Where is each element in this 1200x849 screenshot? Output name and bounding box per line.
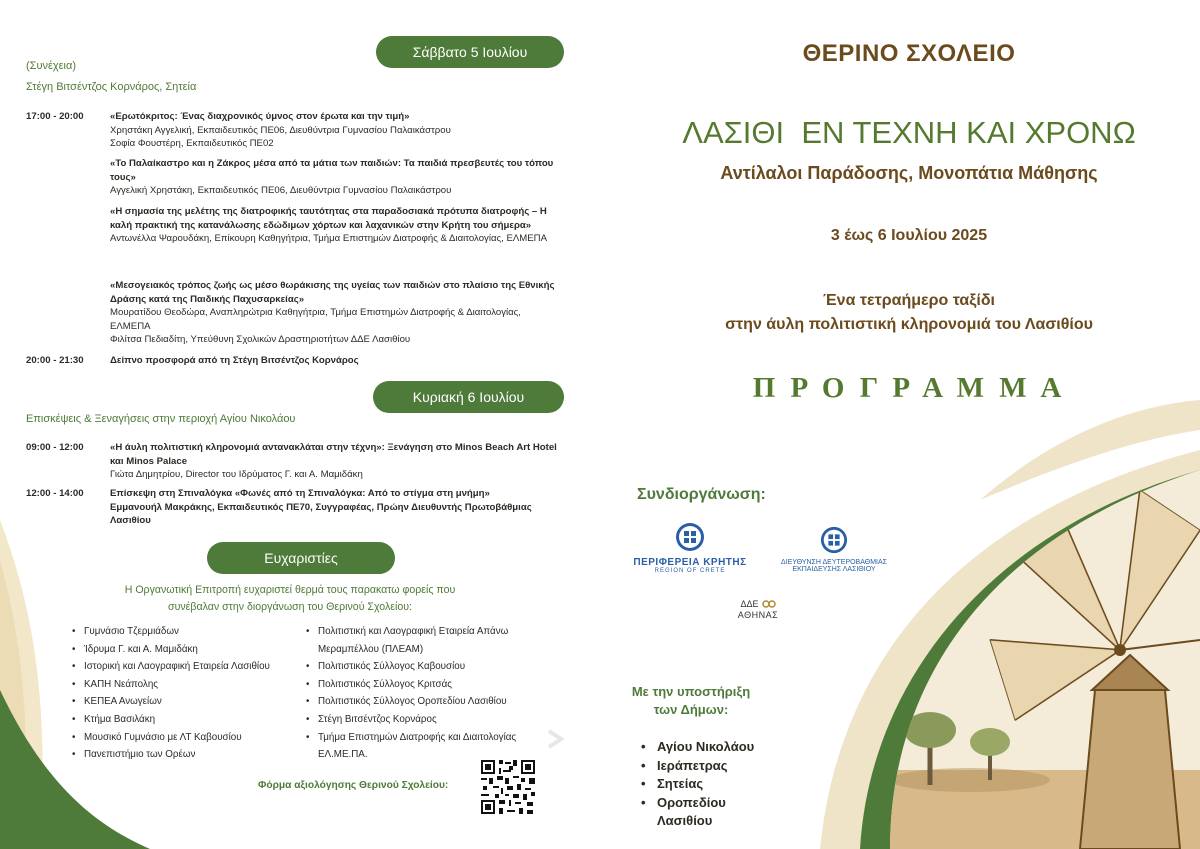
session-title: «Ερωτόκριτος: Ένας διαχρονικός ύμνος στον έρωτα και την τιμή» [110,111,410,122]
session-speaker: Μουρατίδου Θεοδώρα, Αναπληρώτρια Καθηγήτρια, Τμήμα Επιστημών Διατροφής & Διαιτολογίας, ΕΛΜΕΠΑ [110,307,521,332]
session-time: 17:00 - 20:00 [26,111,84,122]
region-sub: REGION OF CRETE [654,568,726,574]
support-label [612,683,770,719]
owl-icon [762,598,776,610]
tagline-line: στην άυλη πολιτιστική κληρονομιά του Λασιθίου [725,316,1093,333]
session-speaker: Εμμανουήλ Μακράκης, Εκπαιδευτικός ΠΕ70, Συγγραφέας, Πρώην Διευθυντής Πρωτοβάθμιας Λασιθίου [110,501,532,526]
list-item: • Πολιτιστικός Σύλλογος Κριτσάς [306,676,546,694]
coorganizers-label: Συνδιοργάνωση: [637,486,766,503]
list-item: • Μουσικό Γυμνάσιο με ΛΤ Καβουσίου [72,729,302,747]
list-item: • Ιστορική και Λαογραφική Εταιρεία Λασιθίου [72,658,302,676]
thanks-list-2 [306,623,546,764]
list-item: • Ιεράπετρας [641,757,754,776]
list-item: • Πολιτιστική και Λαογραφική Εταιρεία Απάνω Μεραμπέλλου (ΠΛΕΑΜ) [306,623,546,658]
tagline-line: Ένα τετραήμερο ταξίδι [823,292,995,309]
municipalities-list [641,738,754,831]
greek-emblem-icon [820,526,848,554]
left-green-decoration [0,690,150,849]
list-item: • Πολιτιστικός Σύλλογος Οροπεδίου Λασιθίου [306,693,546,711]
windmill-scene [820,390,1200,849]
dde-text: ΔΔΕ [740,599,759,609]
thanks-pill: Ευχαριστίες [207,542,395,574]
thanks-intro-line: Η Οργανωτική Επιτροπή ευχαριστεί θερμά τους παρακατω φορείς που [124,584,456,596]
venue-label: Στέγη Βιτσέντζος Κορνάρος, Σητεία [26,81,197,93]
list-item: • Σητείας [641,775,754,794]
dde-athinas-logo [720,598,796,620]
list-item: • Πανεπιστήμιο των Ορέων [72,746,302,764]
list-item: • Οροπεδίου Λασιθίου [641,794,733,831]
greek-emblem-icon [675,522,705,552]
session-time: 09:00 - 12:00 [26,442,84,453]
programme-heading: Π Ρ Ο Γ Ρ Α Μ Μ Α [752,372,1066,404]
session-title: «Η άυλη πολιτιστική κληρονομιά αντανακλάται στην τέχνη»: Ξενάγηση στο Minos Beach Art Hotel και Minos Palace [110,442,557,467]
region-of-crete-logo [628,522,752,574]
directorate-line: ΕΚΠΑΙΔΕΥΣΗΣ ΛΑΣΙΘΙΟΥ [792,566,876,573]
qr-code[interactable] [479,758,537,816]
session-time: 12:00 - 14:00 [26,488,84,499]
thanks-intro-line: συνέβαλαν στην διοργάνωση του Θερινού Σχολείου: [168,601,412,613]
tagline [620,289,1198,337]
list-item: • Ίδρυμα Γ. και Α. Μαμιδάκη [72,641,302,659]
directorate-line: ΔΙΕΥΘΥΝΣΗ ΔΕΥΤΕΡΟΒΑΘΜΙΑΣ [781,559,887,566]
thanks-intro [60,582,520,616]
list-item: • Αγίου Νικολάου [641,738,754,757]
evaluation-form-label: Φόρμα αξιολόγησης Θερινού Σχολείου: [258,780,449,791]
session-title: «Μεσογειακός τρόπος ζωής ως μέσο θωράκισης της υγείας των παιδιών στο πλαίσιο της Εθνικής Δράσης κατά της Παιδικής Παχυσαρκείας» [110,280,555,305]
list-item: • ΚΑΠΗ Νεάπολης [72,676,302,694]
continuation-label: (Συνέχεια) [26,60,77,72]
day2-pill: Κυριακή 6 Ιουλίου [373,381,564,413]
day2-subtitle: Επισκέψεις & Ξεναγήσεις στην περιοχή Αγίου Νικολάου [26,413,296,425]
region-name: ΠΕΡΙΦΕΡΕΙΑ ΚΡΗΤΗΣ [633,557,747,568]
list-item: • Πολιτιστικός Σύλλογος Καβουσίου [306,658,546,676]
list-item: • Τμήμα Επιστημών Διατροφής και Διαιτολογίας ΕΛ.ΜΕ.ΠΑ. [306,729,546,764]
session-title: Επίσκεψη στη Σπιναλόγκα «Φωνές από τη Σπιναλόγκα: Από το στίγμα στη μνήμη» [110,488,490,499]
athinas-text: ΑΘΗΝΑΣ [737,610,779,620]
main-title: ΛΑΣΙΘΙ ΕΝ ΤΕΧΝΗ ΚΑΙ ΧΡΟΝΩ [682,115,1136,150]
support-line: των Δήμων: [653,702,729,717]
event-dates: 3 έως 6 Ιουλίου 2025 [830,227,988,244]
day1-pill: Σάββατο 5 Ιουλίου [376,36,564,68]
list-item: • Στέγη Βιτσέντζος Κορνάρος [306,711,546,729]
list-item: • Γυμνάσιο Τζερμιάδων [72,623,302,641]
support-line: Με την υποστήριξη [631,684,751,699]
list-item: • ΚΕΠΕΑ Ανωγείων [72,693,302,711]
session-speaker: Σοφία Φουστέρη, Εκπαιδευτικός ΠΕ02 [110,138,274,149]
session-time: 20:00 - 21:30 [26,355,84,366]
session-speaker: Γιώτα Δημητρίου, Director του Ιδρύματος Γ. και Α. Μαμιδάκη [110,469,363,480]
session-title: «Το Παλαίκαστρο και η Ζάκρος μέσα από τα μάτια των παιδιών: Τα παιδιά πρεσβευτές του τόπου τους» [110,158,554,183]
list-item: • Κτήμα Βασιλάκη [72,711,302,729]
directorate-logo [772,526,896,573]
school-heading: ΘΕΡΙΝΟ ΣΧΟΛΕΙΟ [802,40,1016,67]
session-title: Δείπνο προσφορά από τη Στέγη Βιτσέντζος Κορνάρος [110,355,359,366]
session-speaker: Φιλίτσα Πεδιαδίτη, Υπεύθυνη Σχολικών Δραστηριοτήτων ΔΔΕ Λασιθίου [110,334,411,345]
fold-arrow-icon [545,728,567,750]
session-speaker: Αγγελική Χρηστάκη, Εκπαιδευτικός ΠΕ06, Διευθύντρια Γυμνασίου Παλαικάστρου [110,185,452,196]
session-title: «Η σημασία της μελέτης της διατροφικής ταυτότητας στα παραδοσιακά πρότυπα διατροφής – Η καλή πρακτική της κατανάλωσης εδώδιμων χόρτων και λαχανικών στην Κρήτη του σήμερα» [110,206,547,231]
main-subtitle: Αντίλαλοι Παράδοσης, Μονοπάτια Μάθησης [720,163,1098,183]
session-speaker: Αντωνέλλα Ψαρουδάκη, Επίκουρη Καθηγήτρια, Τμήμα Επιστημών Διατροφής & Διαιτολογίας, ΕΛΜΕΠΑ [110,233,547,244]
session-speaker: Χρηστάκη Αγγελική, Εκπαιδευτικός ΠΕ06, Διευθύντρια Γυμνασίου Παλαικάστρου [110,124,451,136]
